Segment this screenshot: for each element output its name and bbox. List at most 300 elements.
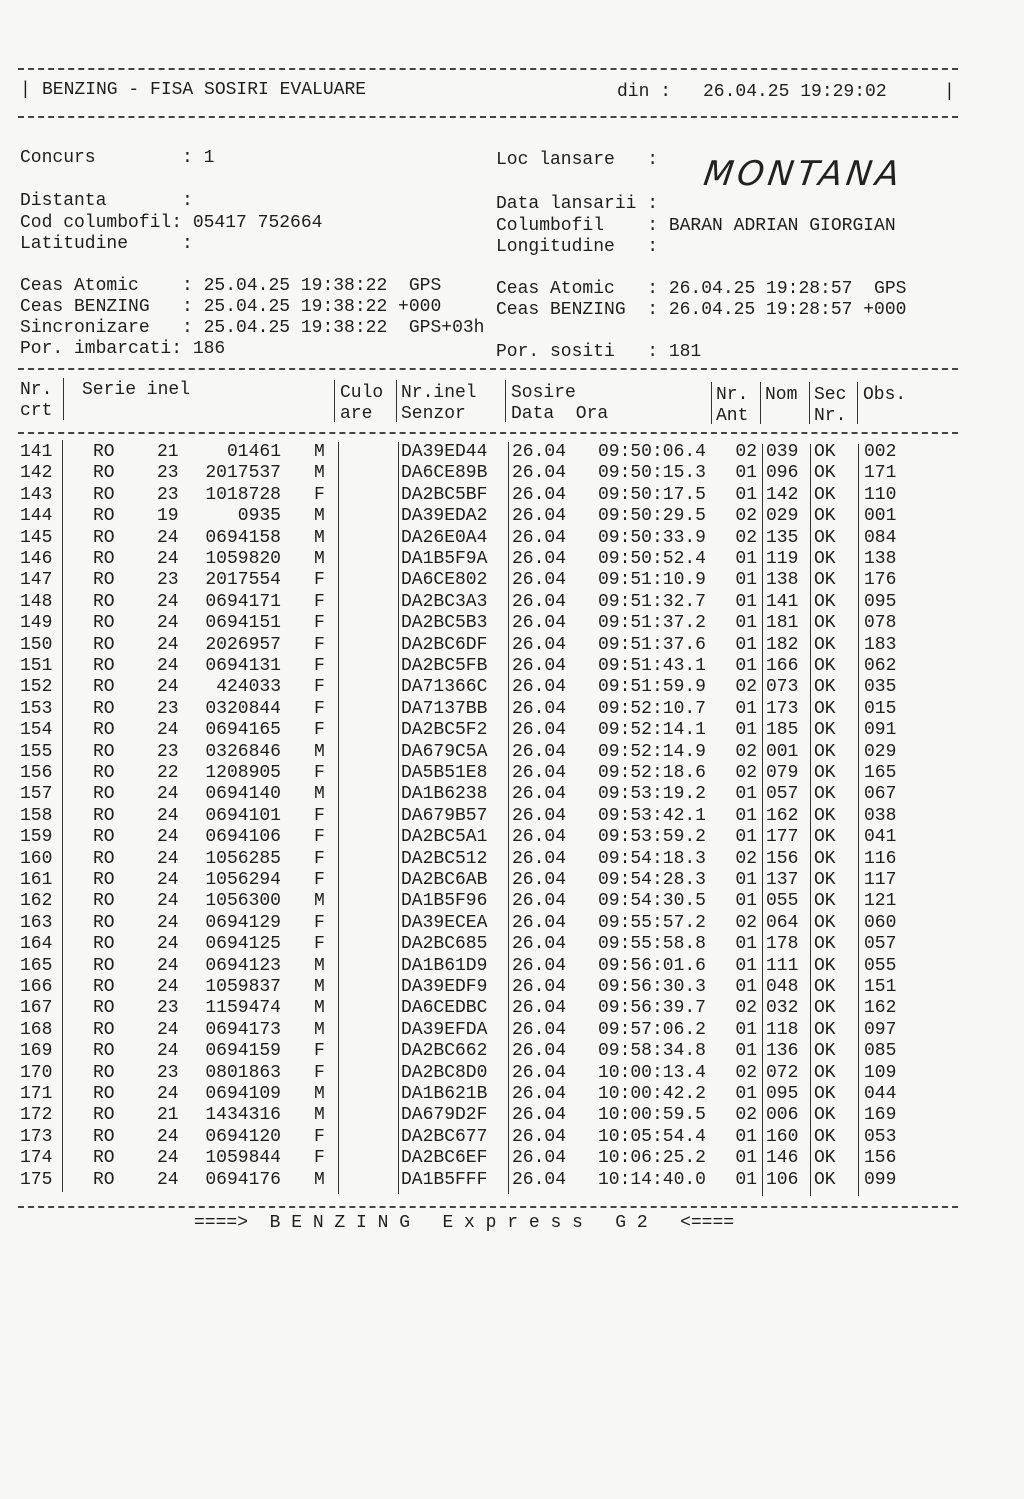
divider-bottom (18, 1206, 958, 1208)
row-obs: 062 (864, 656, 897, 676)
row-sec: OK (814, 934, 836, 955)
row-nom: 118 (766, 1019, 799, 1040)
header-right-bar: | (944, 82, 955, 102)
table-row (0, 849, 1024, 870)
table-row (0, 763, 1024, 784)
row-sex: F (314, 720, 325, 741)
table-row (0, 870, 1024, 891)
row-year: 24 (157, 977, 179, 997)
row-nom: 162 (766, 805, 799, 826)
table-row (0, 1148, 1024, 1169)
row-nr: 173 (20, 1126, 53, 1147)
row-sensor: DA39EDA2 (401, 506, 488, 527)
row-sex: M (314, 1019, 325, 1040)
row-date: 26.04 (512, 977, 567, 997)
row-sec: OK (814, 634, 836, 655)
row-sensor: DA2BC3A3 (401, 591, 488, 612)
row-sec: OK (814, 1041, 836, 1062)
por-sositi: Por. sositi : 181 (496, 342, 702, 362)
row-sensor: DA1B5F96 (401, 891, 488, 912)
row-nom: 146 (766, 1148, 799, 1169)
row-date: 26.04 (512, 741, 567, 762)
row-sec: OK (814, 720, 836, 741)
row-country: RO (93, 741, 115, 762)
row-sensor: DA2BC6EF (401, 1148, 488, 1169)
row-antenna: 01 (735, 891, 757, 912)
col-sosire: Sosire (511, 383, 576, 403)
row-year: 22 (157, 763, 179, 783)
table-row (0, 1084, 1024, 1105)
row-sex: M (314, 891, 325, 912)
row-ring: 0694158 (205, 527, 281, 548)
row-sensor: DA1B5F9A (401, 549, 488, 569)
row-nom: 137 (766, 870, 799, 890)
table-row (0, 699, 1024, 720)
row-country: RO (93, 891, 115, 912)
concurs: Concurs : 1 (20, 148, 215, 168)
row-date: 26.04 (512, 848, 567, 869)
row-date: 26.04 (512, 1105, 567, 1126)
row-time: 09:50:29.5 (597, 506, 706, 527)
row-time: 09:51:59.9 (597, 677, 706, 698)
row-date: 26.04 (512, 912, 567, 933)
loc-lansare-handwritten: MONTANA (701, 154, 906, 194)
row-country: RO (93, 1105, 115, 1126)
row-ring: 0694120 (205, 1126, 281, 1147)
row-date: 26.04 (512, 1041, 567, 1062)
row-sensor: DA2BC662 (401, 1041, 488, 1062)
table-row (0, 742, 1024, 763)
row-sec: OK (814, 912, 836, 933)
row-nom: 160 (766, 1126, 799, 1147)
row-country: RO (93, 634, 115, 655)
row-obs: 176 (864, 570, 897, 591)
row-sensor: DA1B5FFF (401, 1169, 488, 1190)
din-value: 26.04.25 19:29:02 (703, 82, 887, 102)
row-sensor: DA26E0A4 (401, 527, 488, 548)
row-sec: OK (814, 698, 836, 719)
row-nom: 173 (766, 698, 799, 719)
row-obs: 095 (864, 591, 897, 612)
row-obs: 116 (864, 848, 897, 869)
row-date: 26.04 (512, 784, 567, 805)
row-obs: 171 (864, 463, 897, 484)
row-nr: 156 (20, 763, 53, 783)
row-ring: 2026957 (205, 634, 281, 655)
row-time: 09:54:18.3 (597, 848, 706, 869)
table-row (0, 1063, 1024, 1084)
row-sex: F (314, 570, 325, 591)
row-nr: 159 (20, 827, 53, 848)
row-sex: F (314, 591, 325, 612)
row-sec: OK (814, 1126, 836, 1147)
row-sensor: DA2BC5BF (401, 484, 488, 505)
table-row (0, 570, 1024, 591)
row-nom: 064 (766, 912, 799, 933)
row-time: 09:51:10.9 (597, 570, 706, 591)
row-country: RO (93, 848, 115, 869)
row-country: RO (93, 998, 115, 1019)
row-ring: 1056300 (205, 891, 281, 912)
row-time: 09:56:01.6 (597, 955, 706, 976)
row-date: 26.04 (512, 1019, 567, 1040)
row-antenna: 02 (735, 506, 757, 527)
table-row (0, 720, 1024, 741)
row-sec: OK (814, 827, 836, 848)
row-nr: 142 (20, 463, 53, 484)
row-nr: 165 (20, 955, 53, 976)
row-obs: 055 (864, 955, 897, 976)
row-sec: OK (814, 998, 836, 1019)
row-ring: 0935 (237, 506, 281, 527)
row-sec: OK (814, 848, 836, 869)
row-sensor: DA2BC6AB (401, 870, 488, 890)
row-ring: 2017554 (205, 570, 281, 591)
row-sex: M (314, 955, 325, 976)
row-obs: 099 (864, 1169, 897, 1190)
row-ring: 1159474 (205, 998, 281, 1019)
row-year: 24 (157, 805, 179, 826)
cod-columbofil: Cod columbofil: 05417 752664 (20, 213, 323, 233)
longitudine: Longitudine : (496, 237, 659, 257)
row-antenna: 01 (735, 1148, 757, 1169)
din-label: din : (617, 82, 672, 102)
row-year: 23 (157, 698, 179, 719)
row-nr: 170 (20, 1062, 53, 1083)
row-sensor: DA6CE802 (401, 570, 488, 591)
row-nr: 157 (20, 784, 53, 805)
ceas-benzing-right: Ceas BENZING : 26.04.25 19:28:57 +000 (496, 300, 907, 320)
row-sec: OK (814, 484, 836, 505)
row-antenna: 01 (735, 1084, 757, 1104)
row-antenna: 02 (735, 442, 757, 462)
row-time: 09:56:30.3 (597, 977, 706, 997)
row-nr: 161 (20, 870, 53, 890)
row-sex: M (314, 998, 325, 1019)
row-country: RO (93, 827, 115, 848)
row-time: 09:52:14.9 (597, 741, 706, 762)
row-time: 09:55:57.2 (597, 912, 706, 933)
row-year: 24 (157, 1084, 179, 1104)
distanta: Distanta : (20, 191, 193, 211)
row-country: RO (93, 1084, 115, 1104)
row-antenna: 02 (735, 1062, 757, 1083)
row-time: 09:54:30.5 (597, 891, 706, 912)
row-antenna: 01 (735, 656, 757, 676)
row-ring: 0694123 (205, 955, 281, 976)
row-time: 09:55:58.8 (597, 934, 706, 955)
row-year: 24 (157, 955, 179, 976)
row-ring: 0694125 (205, 934, 281, 955)
row-year: 24 (157, 934, 179, 955)
sincronizare: Sincronizare : 25.04.25 19:38:22 GPS+03h (20, 318, 485, 338)
row-year: 24 (157, 1126, 179, 1147)
table-row (0, 956, 1024, 977)
row-year: 24 (157, 870, 179, 890)
row-year: 24 (157, 549, 179, 569)
row-ring: 0320844 (205, 698, 281, 719)
row-sec: OK (814, 656, 836, 676)
row-nr: 145 (20, 527, 53, 548)
table-row (0, 827, 1024, 848)
row-nom: 182 (766, 634, 799, 655)
table-row (0, 934, 1024, 955)
row-sensor: DA71366C (401, 677, 488, 698)
row-date: 26.04 (512, 870, 567, 890)
row-sec: OK (814, 763, 836, 783)
row-sex: F (314, 656, 325, 676)
row-sex: F (314, 1041, 325, 1062)
row-antenna: 01 (735, 720, 757, 741)
row-country: RO (93, 484, 115, 505)
table-row (0, 613, 1024, 634)
por-imbarcati: Por. imbarcati: 186 (20, 339, 226, 359)
row-nom: 096 (766, 463, 799, 484)
ceas-atomic-left: Ceas Atomic : 25.04.25 19:38:22 GPS (20, 276, 442, 296)
row-sec: OK (814, 506, 836, 527)
row-year: 24 (157, 1148, 179, 1169)
row-sensor: DA2BC5B3 (401, 613, 488, 634)
row-nr: 162 (20, 891, 53, 912)
row-country: RO (93, 656, 115, 676)
row-antenna: 01 (735, 827, 757, 848)
loc-lansare-label: Loc lansare : (496, 150, 659, 170)
table-row (0, 891, 1024, 912)
row-country: RO (93, 912, 115, 933)
row-obs: 169 (864, 1105, 897, 1126)
table-row (0, 635, 1024, 656)
col-senzor: Senzor (401, 404, 466, 424)
row-sex: F (314, 634, 325, 655)
row-sec: OK (814, 591, 836, 612)
row-ring: 1434316 (205, 1105, 281, 1126)
row-sec: OK (814, 1148, 836, 1169)
row-country: RO (93, 870, 115, 890)
row-time: 10:05:54.4 (597, 1126, 706, 1147)
row-sec: OK (814, 870, 836, 890)
row-ring: 1059844 (205, 1148, 281, 1169)
row-nr: 152 (20, 677, 53, 698)
row-time: 09:51:32.7 (597, 591, 706, 612)
row-year: 23 (157, 484, 179, 505)
row-sec: OK (814, 1169, 836, 1190)
row-nr: 146 (20, 549, 53, 569)
row-country: RO (93, 613, 115, 634)
row-ring: 0694106 (205, 827, 281, 848)
table-row (0, 506, 1024, 527)
table-row (0, 977, 1024, 998)
row-ring: 1056285 (205, 848, 281, 869)
row-sec: OK (814, 549, 836, 569)
row-obs: 038 (864, 805, 897, 826)
row-antenna: 01 (735, 463, 757, 484)
row-date: 26.04 (512, 891, 567, 912)
divider-info (18, 368, 958, 370)
row-ring: 1018728 (205, 484, 281, 505)
row-obs: 084 (864, 527, 897, 548)
row-nom: 177 (766, 827, 799, 848)
row-time: 10:00:59.5 (597, 1105, 706, 1126)
row-sensor: DA6CEDBC (401, 998, 488, 1019)
table-row (0, 485, 1024, 506)
table-row (0, 806, 1024, 827)
row-antenna: 02 (735, 741, 757, 762)
row-country: RO (93, 1062, 115, 1083)
row-sec: OK (814, 527, 836, 548)
row-antenna: 01 (735, 570, 757, 591)
row-nr: 164 (20, 934, 53, 955)
row-sensor: DA5B51E8 (401, 763, 488, 783)
col-data-ora: Data Ora (511, 404, 609, 424)
col-culoare-2: are (340, 404, 373, 424)
row-obs: 156 (864, 1148, 897, 1169)
row-nom: 079 (766, 763, 799, 783)
row-nr: 163 (20, 912, 53, 933)
row-antenna: 01 (735, 591, 757, 612)
row-nr: 158 (20, 805, 53, 826)
row-obs: 001 (864, 506, 897, 527)
table-row (0, 1127, 1024, 1148)
col-nr-ant-1: Nr. (716, 385, 749, 405)
row-date: 26.04 (512, 442, 567, 462)
row-sec: OK (814, 570, 836, 591)
row-obs: 029 (864, 741, 897, 762)
row-sensor: DA2BC6DF (401, 634, 488, 655)
row-date: 26.04 (512, 591, 567, 612)
row-antenna: 02 (735, 527, 757, 548)
col-nom: Nom (765, 385, 798, 405)
row-nom: 006 (766, 1105, 799, 1126)
row-time: 09:50:52.4 (597, 549, 706, 569)
row-nr: 166 (20, 977, 53, 997)
row-nom: 142 (766, 484, 799, 505)
row-nr: 174 (20, 1148, 53, 1169)
row-obs: 060 (864, 912, 897, 933)
row-sex: M (314, 784, 325, 805)
row-obs: 121 (864, 891, 897, 912)
row-nom: 111 (766, 955, 799, 976)
row-obs: 109 (864, 1062, 897, 1083)
row-ring: 0694129 (205, 912, 281, 933)
row-time: 09:52:14.1 (597, 720, 706, 741)
col-nr: Nr. (20, 380, 53, 400)
row-sensor: DA39EDF9 (401, 977, 488, 997)
row-date: 26.04 (512, 1148, 567, 1169)
row-country: RO (93, 463, 115, 484)
row-ring: 0694109 (205, 1084, 281, 1104)
row-year: 23 (157, 741, 179, 762)
row-sensor: DA1B6238 (401, 784, 488, 805)
row-year: 23 (157, 570, 179, 591)
row-sensor: DA39EFDA (401, 1019, 488, 1040)
row-year: 21 (157, 442, 179, 462)
row-antenna: 02 (735, 677, 757, 698)
row-time: 10:14:40.0 (597, 1169, 706, 1190)
row-sensor: DA2BC5A1 (401, 827, 488, 848)
row-ring: 0694159 (205, 1041, 281, 1062)
row-antenna: 01 (735, 784, 757, 805)
row-ring: 0694140 (205, 784, 281, 805)
row-country: RO (93, 442, 115, 462)
row-nr: 144 (20, 506, 53, 527)
row-ring: 1056294 (205, 870, 281, 890)
row-nr: 149 (20, 613, 53, 634)
row-obs: 078 (864, 613, 897, 634)
row-obs: 165 (864, 763, 897, 783)
data-lansarii: Data lansarii : (496, 194, 659, 214)
row-nr: 147 (20, 570, 53, 591)
row-nom: 048 (766, 977, 799, 997)
row-date: 26.04 (512, 527, 567, 548)
row-antenna: 01 (735, 1169, 757, 1190)
row-year: 24 (157, 1169, 179, 1190)
row-nom: 135 (766, 527, 799, 548)
row-time: 09:57:06.2 (597, 1019, 706, 1040)
row-sensor: DA679B57 (401, 805, 488, 826)
row-obs: 151 (864, 977, 897, 997)
row-nom: 138 (766, 570, 799, 591)
row-obs: 085 (864, 1041, 897, 1062)
col-nr-ant-2: Ant (716, 406, 749, 426)
row-country: RO (93, 698, 115, 719)
row-antenna: 01 (735, 549, 757, 569)
row-sec: OK (814, 1062, 836, 1083)
row-country: RO (93, 1169, 115, 1190)
row-obs: 002 (864, 442, 897, 462)
row-antenna: 02 (735, 912, 757, 933)
col-culoare-1: Culo (340, 383, 384, 403)
row-nr: 160 (20, 848, 53, 869)
row-time: 09:56:39.7 (597, 998, 706, 1019)
row-nr: 153 (20, 698, 53, 719)
row-nom: 119 (766, 549, 799, 569)
row-year: 24 (157, 912, 179, 933)
row-obs: 044 (864, 1084, 897, 1104)
row-time: 09:50:06.4 (597, 442, 706, 462)
row-nr: 172 (20, 1105, 53, 1126)
row-sensor: DA679D2F (401, 1105, 488, 1126)
table-row (0, 1170, 1024, 1191)
row-antenna: 02 (735, 763, 757, 783)
row-sex: F (314, 827, 325, 848)
row-date: 26.04 (512, 549, 567, 569)
row-antenna: 01 (735, 698, 757, 719)
row-year: 24 (157, 634, 179, 655)
col-crt: crt (20, 401, 53, 421)
row-year: 24 (157, 591, 179, 612)
row-nr: 171 (20, 1084, 53, 1104)
col-sec-2: Nr. (814, 406, 847, 426)
row-sex: M (314, 1169, 325, 1190)
row-time: 09:51:43.1 (597, 656, 706, 676)
row-date: 26.04 (512, 955, 567, 976)
row-sex: M (314, 506, 325, 527)
row-nom: 073 (766, 677, 799, 698)
table-row (0, 1105, 1024, 1126)
row-nom: 055 (766, 891, 799, 912)
row-year: 24 (157, 848, 179, 869)
row-year: 24 (157, 613, 179, 634)
row-sex: F (314, 613, 325, 634)
row-date: 26.04 (512, 484, 567, 505)
row-nom: 032 (766, 998, 799, 1019)
row-time: 09:50:17.5 (597, 484, 706, 505)
col-nr-inel: Nr.inel (401, 383, 477, 403)
row-date: 26.04 (512, 1062, 567, 1083)
table-row (0, 442, 1024, 463)
row-year: 24 (157, 656, 179, 676)
row-ring: 0694101 (205, 805, 281, 826)
